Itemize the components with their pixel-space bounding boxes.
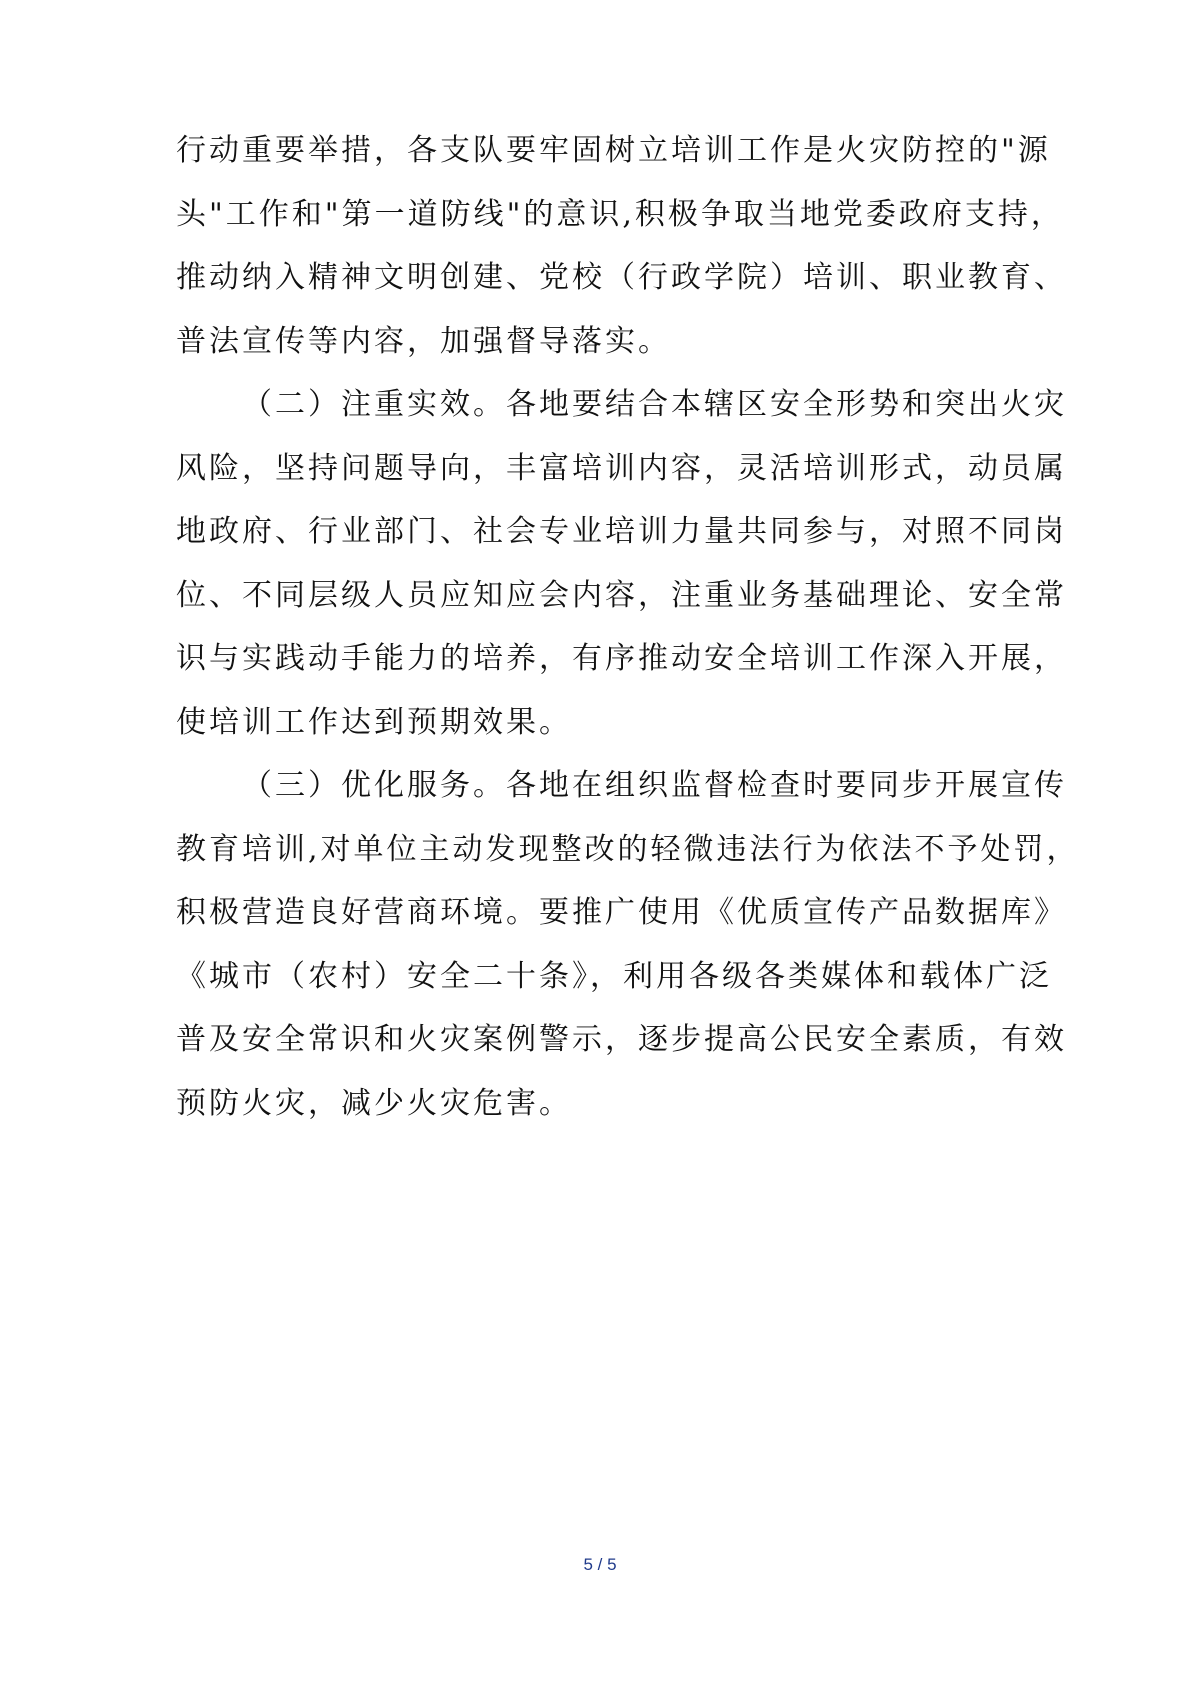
text-line: 位、不同层级人员应知应会内容，注重业务基础理论、安全常 bbox=[176, 577, 1067, 613]
text-line: 《城市（农村）安全二十条》，利用各级各类媒体和载体广泛 bbox=[176, 958, 1052, 994]
text-line: 地政府、行业部门、社会专业培训力量共同参与，对照不同岗 bbox=[176, 514, 1067, 549]
section-heading-line: （三）优化服务。各地在组织监督检查时要同步开展宣传 bbox=[242, 768, 1067, 803]
text-line: 预防火灾，减少火灾危害。 bbox=[176, 1085, 572, 1121]
text-line: 教育培训,对单位主动发现整改的轻微违法行为依法不予处罚， bbox=[176, 831, 1080, 867]
text-line: 推动纳入精神文明创建、党校（行政学院）培训、职业教育、 bbox=[176, 260, 1067, 295]
body-text bbox=[176, 119, 1080, 1135]
section-heading-line: （二）注重实效。各地要结合本辖区安全形势和突出火灾 bbox=[242, 387, 1067, 422]
text-line: 使培训工作达到预期效果。 bbox=[176, 704, 572, 740]
text-line: 积极营造良好营商环境。要推广使用《优质宣传产品数据库》 bbox=[176, 895, 1067, 930]
text-line: 头"工作和"第一道防线"的意识,积极争取当地党委政府支持， bbox=[176, 196, 1064, 232]
text-line: 识与实践动手能力的培养，有序推动安全培训工作深入开展， bbox=[176, 641, 1067, 676]
page-number: 5 / 5 bbox=[583, 1555, 617, 1574]
text-line: 普及安全常识和火灾案例警示，逐步提高公民安全素质，有效 bbox=[176, 1022, 1067, 1057]
text-line: 行动重要举措，各支队要牢固树立培训工作是火灾防控的"源 bbox=[176, 133, 1051, 168]
text-line: 风险，坚持问题导向，丰富培训内容，灵活培训形式，动员属 bbox=[176, 450, 1067, 486]
text-line: 普法宣传等内容，加强督导落实。 bbox=[176, 323, 671, 359]
